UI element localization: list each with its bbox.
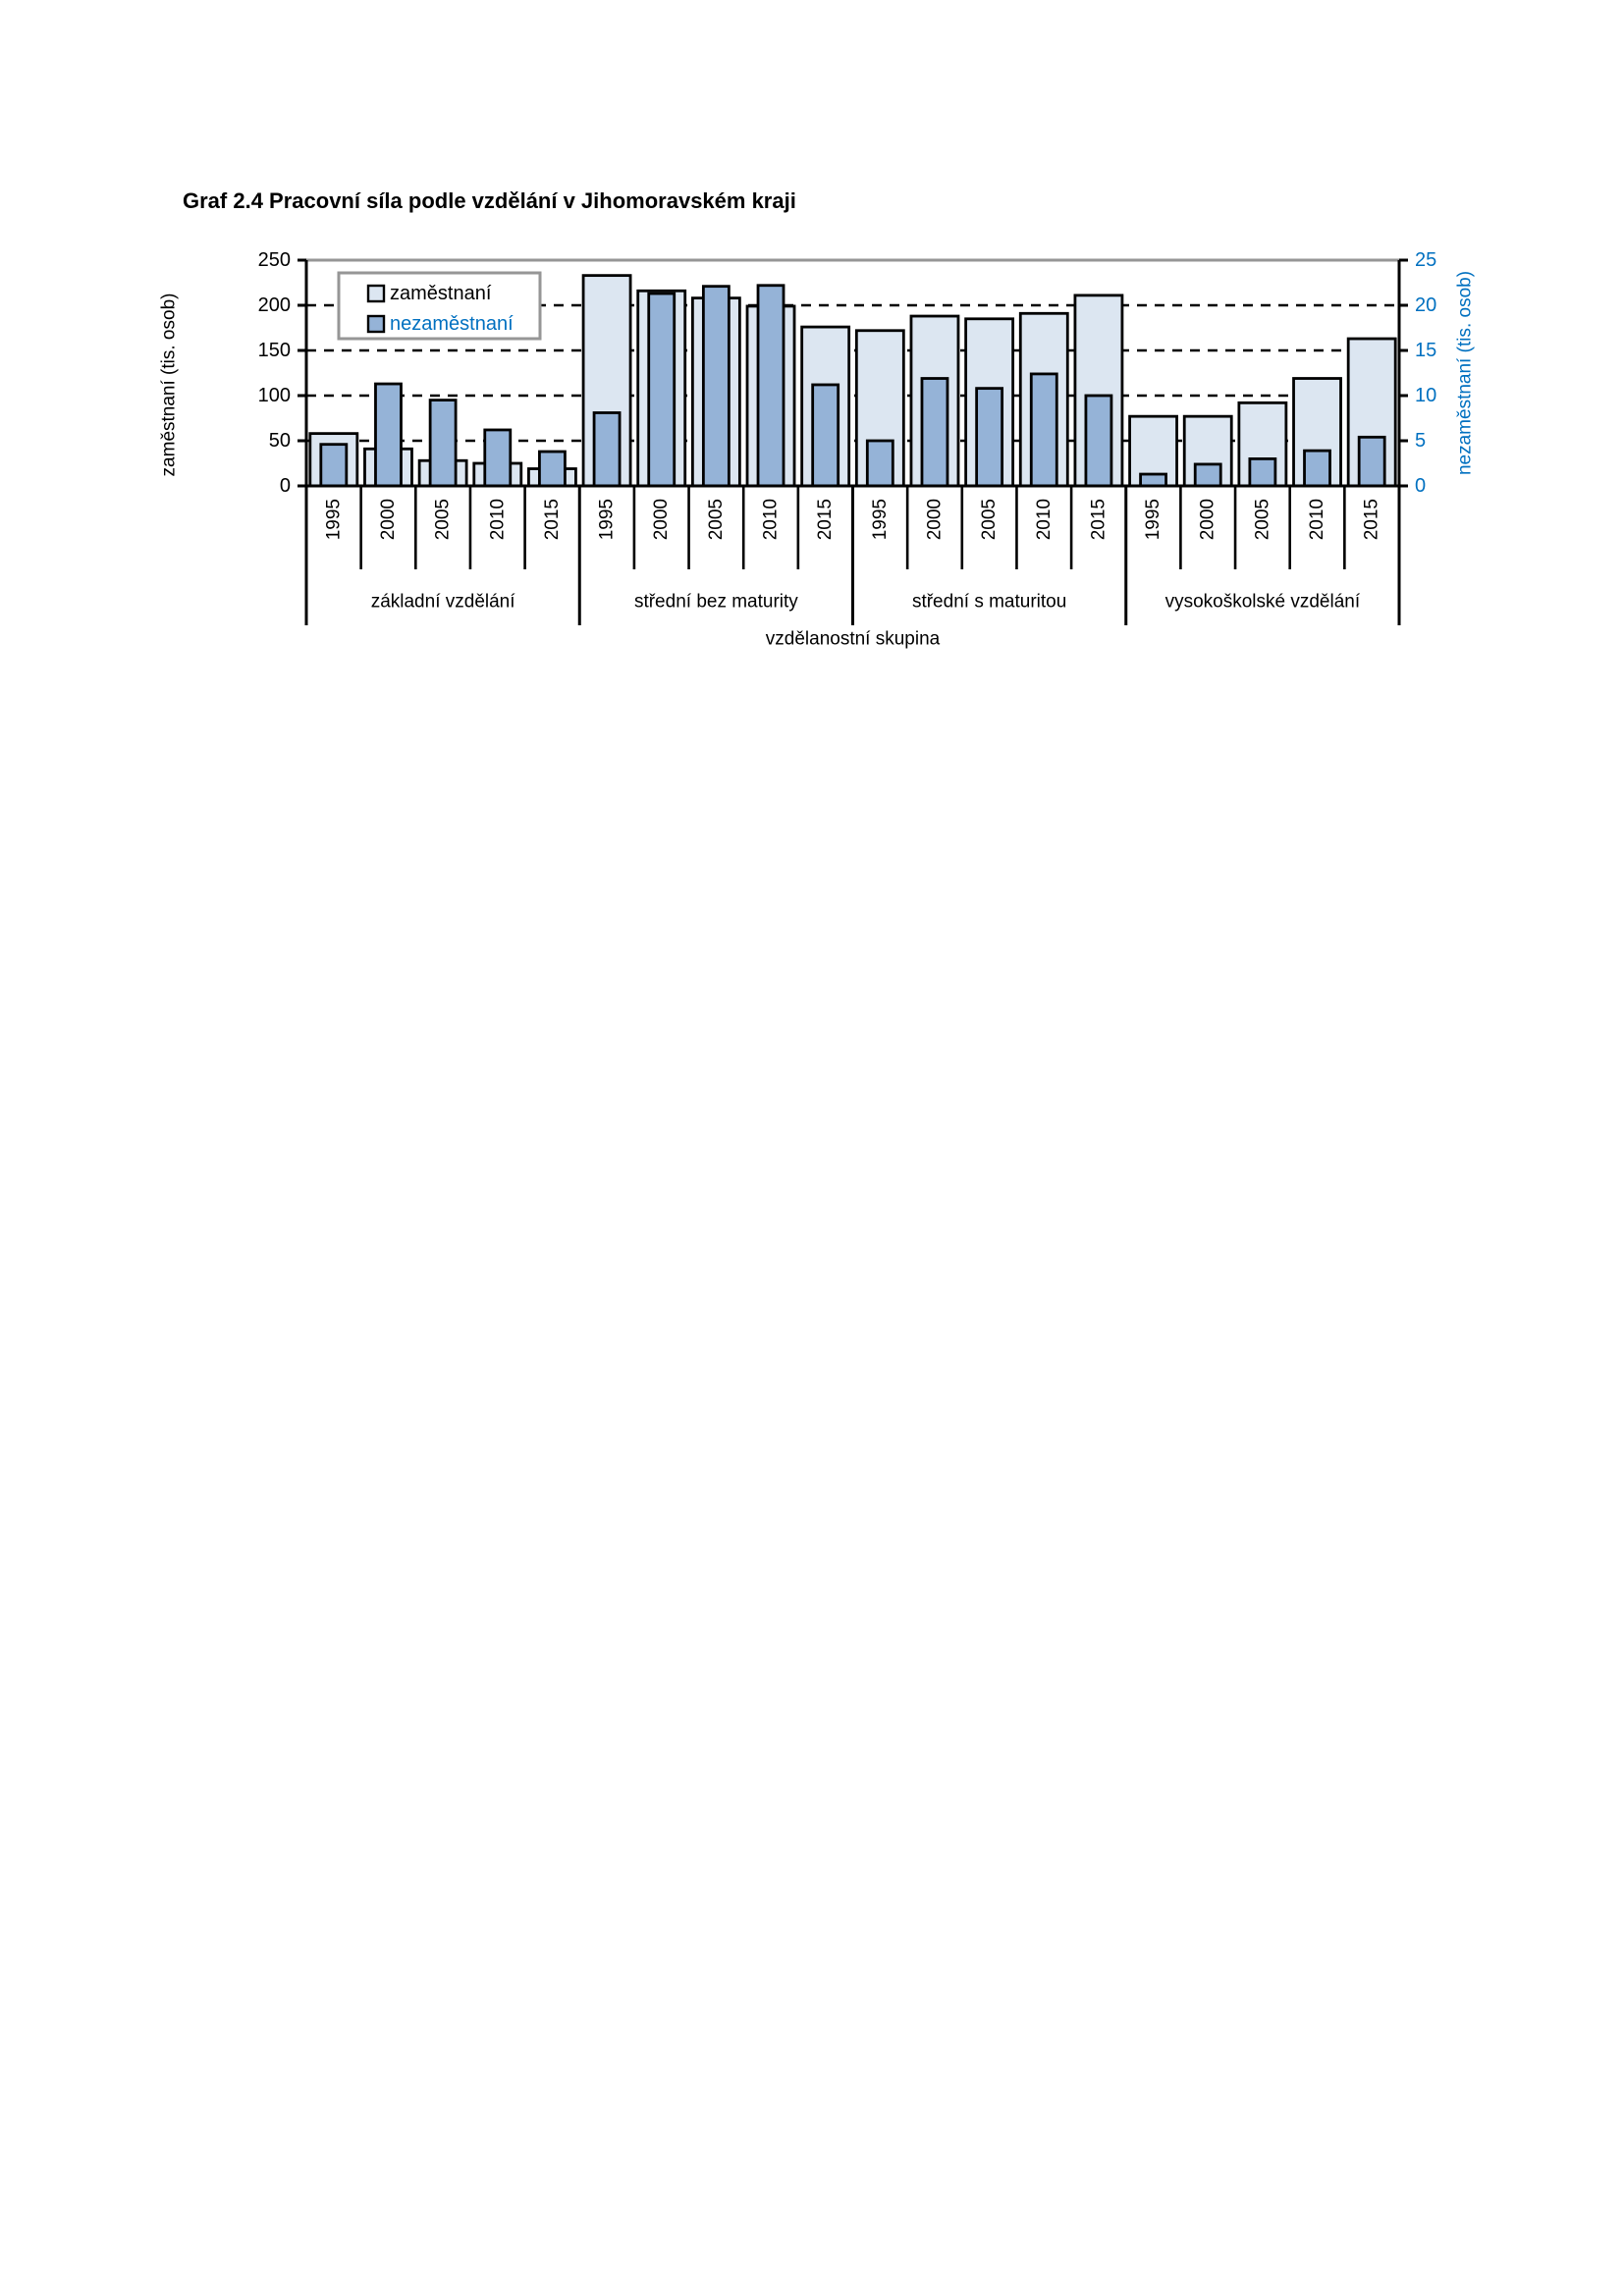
bar-nezamestnani bbox=[375, 384, 401, 486]
legend-swatch bbox=[368, 286, 384, 301]
year-tick-label: 2010 bbox=[1033, 499, 1055, 541]
year-tick-label: 2005 bbox=[979, 499, 1001, 541]
bar-nezamestnani bbox=[813, 385, 839, 486]
year-tick-label: 2000 bbox=[651, 499, 673, 541]
group-label: střední bez maturity bbox=[633, 591, 798, 613]
year-tick-label: 2015 bbox=[815, 499, 837, 541]
bar-nezamestnani bbox=[1086, 396, 1111, 486]
left-axis-tick-label: 200 bbox=[257, 294, 291, 316]
year-tick-label: 2005 bbox=[705, 499, 727, 541]
year-tick-label: 2010 bbox=[1307, 499, 1328, 541]
legend-label: nezaměstnaní bbox=[390, 313, 514, 335]
year-tick-label: 1995 bbox=[596, 499, 618, 541]
bar-nezamestnani bbox=[1305, 451, 1330, 486]
right-axis-tick-label: 0 bbox=[1415, 475, 1427, 497]
right-axis-tick-label: 5 bbox=[1415, 430, 1427, 452]
year-tick-label: 2015 bbox=[541, 499, 563, 541]
right-axis-tick-label: 20 bbox=[1415, 294, 1437, 316]
year-tick-label: 2000 bbox=[924, 499, 946, 541]
right-axis-title: nezaměstnaní (tis. osob) bbox=[1454, 270, 1476, 476]
bar-nezamestnani bbox=[594, 412, 620, 486]
bar-nezamestnani bbox=[922, 379, 947, 486]
bar-nezamestnani bbox=[758, 286, 784, 486]
year-tick-label: 2015 bbox=[1088, 499, 1110, 541]
bar-chart bbox=[118, 177, 1512, 667]
left-axis-tick-label: 50 bbox=[268, 430, 291, 452]
bar-nezamestnani bbox=[1195, 464, 1220, 486]
bar-nezamestnani bbox=[1141, 474, 1166, 486]
bar-nezamestnani bbox=[485, 430, 511, 486]
right-axis-tick-label: 15 bbox=[1415, 340, 1437, 361]
bar-nezamestnani bbox=[539, 452, 565, 486]
bar-nezamestnani bbox=[430, 400, 456, 486]
year-tick-label: 2005 bbox=[432, 499, 454, 541]
year-tick-label: 1995 bbox=[323, 499, 345, 541]
year-tick-label: 2000 bbox=[1197, 499, 1218, 541]
bar-nezamestnani bbox=[321, 445, 347, 486]
bar-nezamestnani bbox=[1031, 374, 1056, 486]
year-tick-label: 2000 bbox=[377, 499, 399, 541]
group-label: vysokoškolské vzdělání bbox=[1164, 591, 1361, 613]
bar-nezamestnani bbox=[703, 287, 729, 486]
bar-nezamestnani bbox=[1359, 437, 1384, 486]
year-tick-label: 2010 bbox=[487, 499, 509, 541]
chart-title: Graf 2.4 Pracovní síla podle vzdělání v Jihomoravském kraji bbox=[183, 188, 796, 213]
bar-nezamestnani bbox=[1250, 458, 1275, 486]
x-axis-title: vzdělanostní skupina bbox=[765, 628, 941, 650]
right-axis-tick-label: 10 bbox=[1415, 385, 1437, 406]
year-tick-label: 1995 bbox=[869, 499, 891, 541]
legend-swatch bbox=[368, 316, 384, 332]
bar-nezamestnani bbox=[867, 441, 893, 486]
left-axis-tick-label: 250 bbox=[257, 249, 291, 271]
legend-label: zaměstnaní bbox=[390, 283, 492, 304]
left-axis-tick-label: 0 bbox=[279, 475, 291, 497]
year-tick-label: 1995 bbox=[1143, 499, 1164, 541]
group-label: základní vzdělání bbox=[370, 591, 515, 613]
year-tick-label: 2010 bbox=[760, 499, 782, 541]
right-axis-tick-label: 25 bbox=[1415, 249, 1437, 271]
left-axis-title: zaměstnaní (tis. osob) bbox=[158, 293, 180, 477]
group-label: střední s maturitou bbox=[911, 591, 1067, 613]
left-axis-tick-label: 100 bbox=[257, 385, 291, 406]
left-axis-tick-label: 150 bbox=[257, 340, 291, 361]
bar-nezamestnani bbox=[649, 294, 675, 486]
bar-nezamestnani bbox=[977, 389, 1002, 486]
year-tick-label: 2005 bbox=[1252, 499, 1273, 541]
year-tick-label: 2015 bbox=[1361, 499, 1382, 541]
